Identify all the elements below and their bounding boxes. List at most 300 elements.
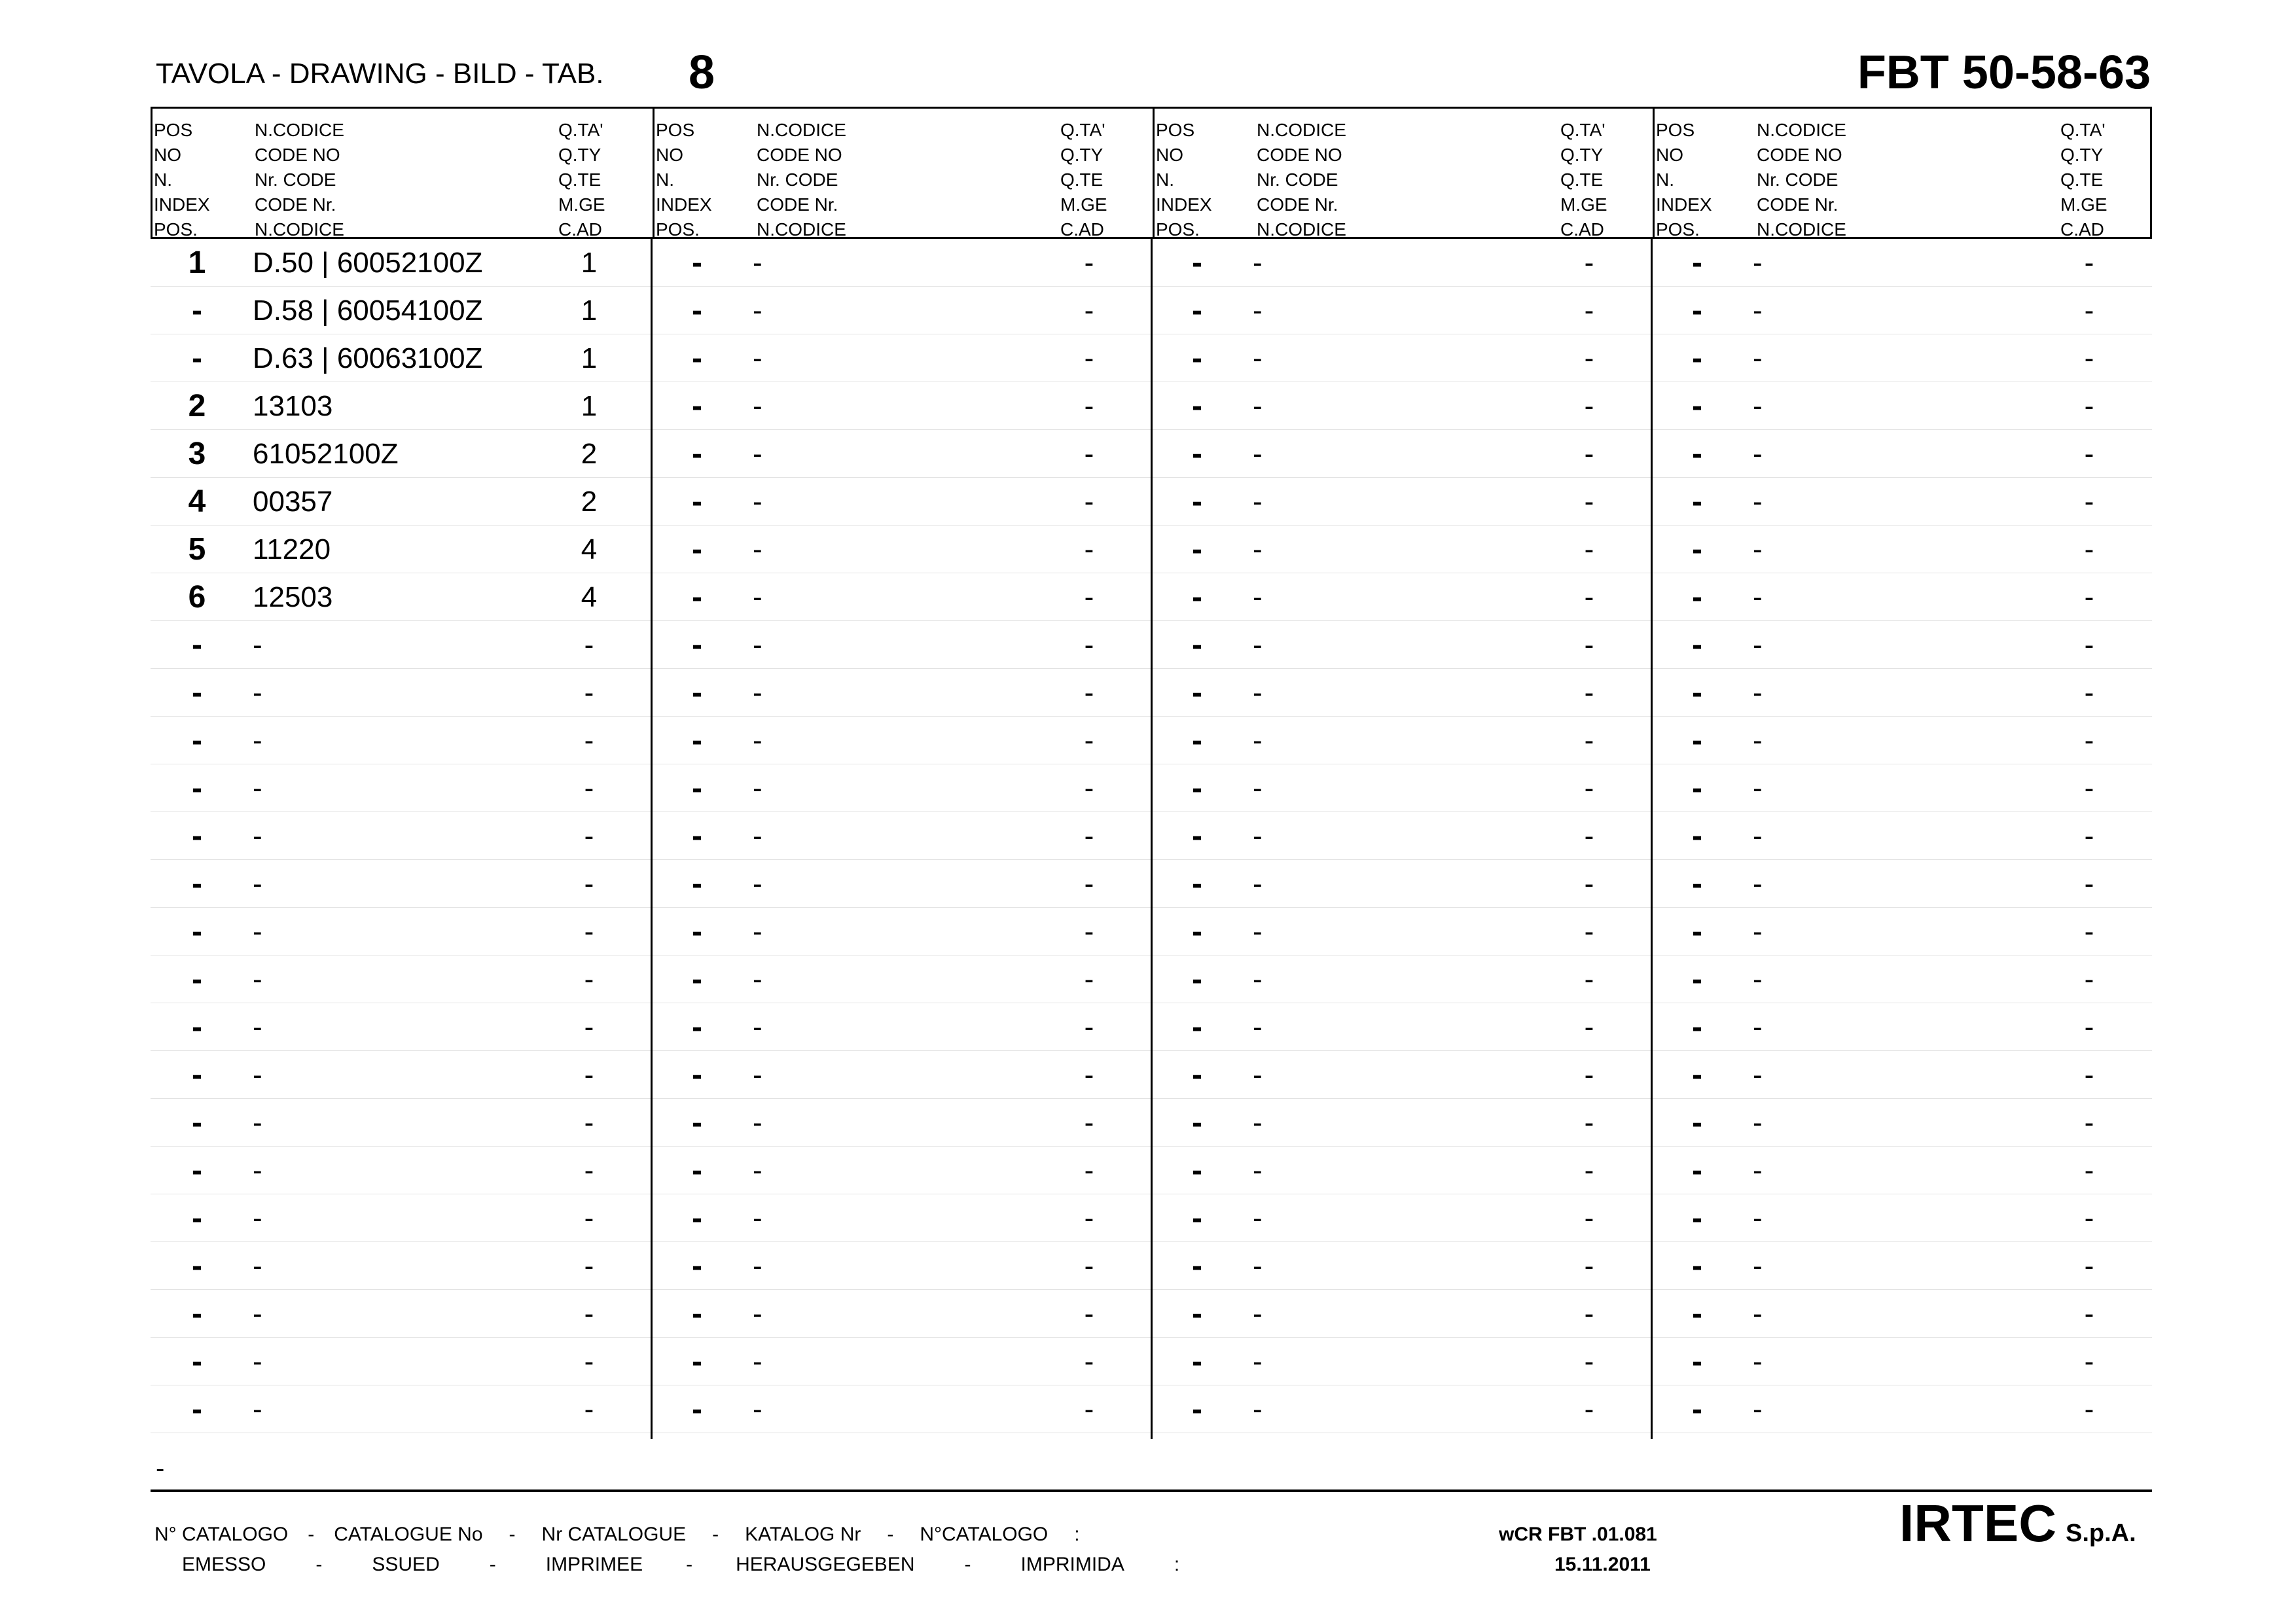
header-column-3	[1153, 109, 1655, 240]
position-cell: -	[692, 1058, 702, 1092]
header-pos-label: POS.	[656, 219, 700, 240]
header-code-label: CODE NO	[255, 145, 340, 165]
position-cell: -	[1192, 675, 1202, 710]
footer-label: N° CATALOGO	[154, 1524, 289, 1545]
code-cell: -	[253, 1059, 262, 1091]
header-qty-label: Q.TY	[558, 145, 601, 165]
quantity-cell: -	[2084, 772, 2094, 804]
code-cell: -	[1253, 1202, 1263, 1234]
quantity-cell: -	[2084, 1250, 2094, 1282]
quantity-cell: -	[1084, 772, 1094, 804]
position-cell: -	[692, 580, 702, 615]
position-cell: -	[1692, 675, 1702, 710]
code-cell: -	[1753, 868, 1763, 900]
position-cell: -	[1692, 484, 1702, 519]
header-qty-label: C.AD	[558, 219, 602, 240]
code-cell: -	[753, 772, 762, 804]
code-cell: -	[1253, 438, 1263, 470]
header-qty-labels	[1060, 118, 1107, 242]
code-cell: -	[1753, 1250, 1763, 1282]
code-cell: -	[1753, 677, 1763, 709]
quantity-cell: -	[1584, 1202, 1594, 1234]
code-cell: -	[1753, 294, 1763, 327]
quantity-cell: -	[1084, 724, 1094, 757]
quantity-cell: -	[2084, 1059, 2094, 1091]
position-cell: -	[692, 1153, 702, 1188]
quantity-cell: -	[2084, 868, 2094, 900]
header-pos-label: N.	[154, 169, 172, 190]
code-cell: -	[1753, 1059, 1763, 1091]
position-cell: 3	[188, 437, 206, 471]
code-cell: -	[1753, 1011, 1763, 1043]
quantity-cell: 1	[581, 247, 598, 279]
position-cell: -	[1192, 819, 1202, 853]
position-cell: -	[1192, 1105, 1202, 1140]
code-cell: -	[1753, 963, 1763, 995]
position-cell: -	[1692, 1296, 1702, 1331]
quantity-cell: 4	[581, 533, 598, 565]
position-cell: -	[1692, 866, 1702, 901]
code-cell: -	[253, 677, 262, 709]
quantity-cell: -	[2084, 438, 2094, 470]
position-cell: -	[692, 245, 702, 280]
code-cell: -	[753, 963, 762, 995]
header-qty-label: Q.TY	[2060, 145, 2104, 165]
header-qty-label: Q.TE	[1060, 169, 1103, 190]
header-pos-labels	[1156, 118, 1212, 242]
position-cell: -	[192, 1392, 202, 1427]
position-cell: 2	[188, 389, 206, 423]
position-cell: -	[692, 1201, 702, 1236]
footer-label: -	[489, 1554, 496, 1575]
column-separator	[1151, 239, 1153, 1439]
quantity-cell: -	[2084, 533, 2094, 565]
code-cell: -	[1753, 1393, 1763, 1425]
parts-table	[151, 239, 2152, 1439]
code-cell: -	[1253, 581, 1263, 613]
code-cell: -	[753, 1059, 762, 1091]
header-code-label: N.CODICE	[757, 120, 846, 140]
header-code-labels	[1257, 118, 1346, 242]
code-cell: -	[1753, 533, 1763, 565]
quantity-cell: -	[1584, 438, 1594, 470]
quantity-cell: -	[1584, 677, 1594, 709]
code-cell: -	[1753, 581, 1763, 613]
quantity-cell: -	[1584, 868, 1594, 900]
code-cell: -	[753, 1154, 762, 1186]
quantity-cell: -	[2084, 963, 2094, 995]
model-title: FBT 50-58-63	[1857, 46, 2151, 99]
position-cell: -	[192, 1344, 202, 1379]
quantity-cell: -	[1084, 1298, 1094, 1330]
company-suffix: S.p.A.	[2066, 1520, 2136, 1547]
quantity-cell: -	[1084, 1059, 1094, 1091]
header-pos-label: POS.	[1656, 219, 1700, 240]
code-cell: -	[253, 963, 262, 995]
position-cell: -	[692, 771, 702, 806]
catalog-number-labels	[154, 1524, 1080, 1546]
code-cell: -	[753, 486, 762, 518]
position-cell: -	[1192, 1392, 1202, 1427]
position-cell: -	[1692, 962, 1702, 997]
position-cell: -	[1692, 341, 1702, 376]
code-cell: 61052100Z	[253, 438, 399, 470]
quantity-cell: -	[2084, 247, 2094, 279]
quantity-cell: -	[1584, 629, 1594, 661]
quantity-cell: -	[1084, 1250, 1094, 1282]
position-cell: -	[1192, 914, 1202, 949]
position-cell: -	[1192, 484, 1202, 519]
header-code-label: N.CODICE	[1757, 219, 1846, 240]
code-cell: 00357	[253, 486, 333, 518]
quantity-cell: -	[1584, 1059, 1594, 1091]
header-qty-label: Q.TY	[1060, 145, 1103, 165]
position-cell: -	[1192, 628, 1202, 662]
header-pos-label: POS.	[154, 219, 198, 240]
footer-label: Nr CATALOGUE	[541, 1524, 687, 1545]
quantity-cell: -	[2084, 820, 2094, 852]
code-cell: -	[753, 247, 762, 279]
header-qty-label: Q.TA'	[558, 120, 603, 140]
position-cell: -	[1192, 1201, 1202, 1236]
position-cell: -	[1192, 1344, 1202, 1379]
position-cell: -	[192, 1249, 202, 1283]
quantity-cell: -	[1084, 1107, 1094, 1139]
position-cell: -	[692, 866, 702, 901]
footer-label: HERAUSGEGEBEN	[736, 1554, 915, 1575]
position-cell: -	[692, 1105, 702, 1140]
position-cell: 4	[188, 484, 206, 519]
quantity-cell: -	[2084, 1107, 2094, 1139]
code-cell: -	[253, 1250, 262, 1282]
code-cell: -	[753, 868, 762, 900]
footer-label: IMPRIMEE	[545, 1554, 643, 1575]
code-cell: -	[253, 629, 262, 661]
quantity-cell: -	[1584, 916, 1594, 948]
position-cell: -	[1692, 580, 1702, 615]
position-cell: -	[192, 293, 202, 328]
footer-label: -	[509, 1524, 516, 1545]
quantity-cell: -	[584, 1107, 594, 1139]
position-cell: -	[1192, 341, 1202, 376]
code-cell: -	[1253, 1059, 1263, 1091]
quantity-cell: -	[584, 1059, 594, 1091]
header-qty-label: Q.TA'	[1060, 120, 1105, 140]
quantity-cell: -	[584, 1346, 594, 1378]
position-cell: -	[692, 914, 702, 949]
table-number: 8	[689, 46, 715, 99]
code-cell: -	[1753, 438, 1763, 470]
code-cell: -	[1253, 677, 1263, 709]
code-cell: -	[253, 772, 262, 804]
header-qty-label: C.AD	[1060, 219, 1104, 240]
quantity-cell: -	[584, 963, 594, 995]
position-cell: -	[1192, 437, 1202, 471]
position-cell: -	[1692, 723, 1702, 758]
code-cell: -	[1753, 724, 1763, 757]
code-cell: -	[1753, 772, 1763, 804]
code-cell: -	[1253, 1154, 1263, 1186]
header-pos-labels	[154, 118, 210, 242]
position-cell: -	[692, 962, 702, 997]
code-cell: -	[753, 1202, 762, 1234]
position-cell: -	[692, 293, 702, 328]
header-qty-labels	[1560, 118, 1607, 242]
quantity-cell: -	[584, 1202, 594, 1234]
footer-label: -	[887, 1524, 894, 1545]
position-cell: -	[1692, 532, 1702, 567]
quantity-cell: -	[1084, 247, 1094, 279]
quantity-cell: -	[584, 916, 594, 948]
position-cell: -	[192, 1296, 202, 1331]
quantity-cell: -	[2084, 1298, 2094, 1330]
header-qty-label: M.GE	[1560, 194, 1607, 215]
quantity-cell: -	[1084, 533, 1094, 565]
code-cell: -	[1253, 1298, 1263, 1330]
quantity-cell: -	[584, 1298, 594, 1330]
quantity-cell: -	[1084, 294, 1094, 327]
code-cell: -	[753, 438, 762, 470]
position-cell: -	[692, 389, 702, 423]
code-cell: -	[753, 916, 762, 948]
header-pos-label: NO	[1156, 145, 1183, 165]
header-qty-label: Q.TE	[2060, 169, 2104, 190]
header-pos-label: N.	[1156, 169, 1174, 190]
header-pos-label: N.	[1656, 169, 1674, 190]
position-cell: -	[692, 1010, 702, 1044]
position-cell: -	[1192, 580, 1202, 615]
footer-label: N°CATALOGO	[920, 1524, 1049, 1545]
quantity-cell: -	[1584, 1393, 1594, 1425]
position-cell: -	[692, 1392, 702, 1427]
header-qty-labels	[558, 118, 605, 242]
position-cell: -	[1692, 628, 1702, 662]
code-cell: -	[253, 1154, 262, 1186]
quantity-cell: -	[584, 1250, 594, 1282]
header-pos-label: NO	[656, 145, 683, 165]
footer-label: :	[1074, 1524, 1080, 1545]
catalog-reference: wCR FBT .01.081	[1499, 1524, 1657, 1545]
code-cell: -	[1753, 916, 1763, 948]
header-qty-label: Q.TE	[1560, 169, 1604, 190]
code-cell: -	[1253, 342, 1263, 374]
quantity-cell: 1	[581, 390, 598, 422]
header-qty-label: M.GE	[2060, 194, 2108, 215]
position-cell: -	[1692, 389, 1702, 423]
code-cell: -	[1253, 820, 1263, 852]
header-pos-label: INDEX	[1156, 194, 1212, 215]
quantity-cell: -	[2084, 1154, 2094, 1186]
code-cell: -	[1253, 294, 1263, 327]
position-cell: -	[1692, 914, 1702, 949]
quantity-cell: -	[1584, 820, 1594, 852]
quantity-cell: -	[1084, 1154, 1094, 1186]
position-cell: -	[1192, 389, 1202, 423]
position-cell: -	[1692, 293, 1702, 328]
position-cell: -	[1192, 293, 1202, 328]
code-cell: -	[253, 916, 262, 948]
code-cell: -	[753, 1107, 762, 1139]
header-qty-label: M.GE	[558, 194, 605, 215]
header-code-label: N.CODICE	[1257, 120, 1346, 140]
header-code-label: N.CODICE	[255, 219, 344, 240]
header-code-label: N.CODICE	[1257, 219, 1346, 240]
quantity-cell: -	[1584, 772, 1594, 804]
quantity-cell: -	[1584, 724, 1594, 757]
position-cell: -	[192, 1105, 202, 1140]
code-cell: -	[753, 677, 762, 709]
code-cell: D.63 | 60063100Z	[253, 342, 483, 374]
code-cell: -	[1753, 486, 1763, 518]
position-cell: -	[1692, 1105, 1702, 1140]
footer-label: SSUED	[372, 1554, 440, 1575]
quantity-cell: -	[2084, 581, 2094, 613]
code-cell: -	[253, 1346, 262, 1378]
column-header-box	[151, 107, 2152, 239]
code-cell: -	[1753, 629, 1763, 661]
quantity-cell: -	[584, 820, 594, 852]
code-cell: -	[1253, 486, 1263, 518]
issued-labels	[182, 1554, 1179, 1576]
quantity-cell: -	[1584, 1107, 1594, 1139]
code-cell: -	[253, 1107, 262, 1139]
footer-label: EMESSO	[182, 1554, 266, 1575]
code-cell: -	[1253, 724, 1263, 757]
header-pos-label: POS	[154, 120, 193, 140]
code-cell: -	[1753, 1202, 1763, 1234]
header-code-label: N.CODICE	[757, 219, 846, 240]
position-cell: -	[192, 962, 202, 997]
quantity-cell: -	[584, 677, 594, 709]
header-pos-label: POS.	[1156, 219, 1200, 240]
quantity-cell: -	[1584, 342, 1594, 374]
position-cell: -	[1692, 245, 1702, 280]
position-cell: -	[192, 675, 202, 710]
position-cell: -	[1692, 437, 1702, 471]
code-cell: -	[1753, 1298, 1763, 1330]
header-pos-label: INDEX	[656, 194, 712, 215]
drawing-title-label: TAVOLA - DRAWING - BILD - TAB.	[156, 58, 604, 90]
quantity-cell: -	[1084, 1011, 1094, 1043]
header-column-4	[1653, 109, 2155, 240]
quantity-cell: -	[1584, 294, 1594, 327]
code-cell: -	[1253, 963, 1263, 995]
quantity-cell: -	[2084, 1393, 2094, 1425]
code-cell: -	[1253, 1011, 1263, 1043]
header-code-labels	[1757, 118, 1846, 242]
quantity-cell: -	[1584, 1011, 1594, 1043]
quantity-cell: -	[2084, 1202, 2094, 1234]
quantity-cell: 1	[581, 294, 598, 327]
quantity-cell: -	[2084, 1011, 2094, 1043]
code-cell: -	[1753, 820, 1763, 852]
position-cell: -	[692, 437, 702, 471]
position-cell: -	[1192, 532, 1202, 567]
position-cell: 1	[188, 245, 206, 280]
footer-divider	[151, 1489, 2152, 1492]
quantity-cell: -	[1084, 1202, 1094, 1234]
code-cell: -	[1753, 1154, 1763, 1186]
issue-date: 15.11.2011	[1554, 1554, 1651, 1575]
quantity-cell: -	[2084, 724, 2094, 757]
code-cell: -	[753, 724, 762, 757]
quantity-cell: -	[1084, 820, 1094, 852]
position-cell: -	[1692, 1058, 1702, 1092]
position-cell: -	[192, 1058, 202, 1092]
footer-note: -	[156, 1454, 165, 1483]
code-cell: -	[1253, 533, 1263, 565]
code-cell: -	[753, 820, 762, 852]
code-cell: -	[1253, 772, 1263, 804]
code-cell: 12503	[253, 581, 333, 613]
code-cell: -	[253, 820, 262, 852]
quantity-cell: -	[2084, 486, 2094, 518]
code-cell: -	[253, 868, 262, 900]
column-separator	[651, 239, 653, 1439]
header-qty-label: Q.TA'	[2060, 120, 2106, 140]
header-code-label: Nr. CODE	[1257, 169, 1338, 190]
quantity-cell: -	[2084, 342, 2094, 374]
position-cell: -	[692, 341, 702, 376]
footer-label: -	[686, 1554, 693, 1575]
header-pos-label: POS	[1656, 120, 1695, 140]
column-separator	[1651, 239, 1653, 1439]
company-logo	[1899, 1493, 2136, 1554]
quantity-cell: -	[584, 1154, 594, 1186]
position-cell: -	[192, 723, 202, 758]
quantity-cell: 4	[581, 581, 598, 613]
footer-label: -	[712, 1524, 719, 1545]
position-cell: -	[692, 723, 702, 758]
header-qty-label: C.AD	[2060, 219, 2104, 240]
position-cell: 6	[188, 580, 206, 615]
header-pos-label: NO	[1656, 145, 1683, 165]
code-cell: -	[1253, 390, 1263, 422]
quantity-cell: -	[1584, 1250, 1594, 1282]
position-cell: -	[1692, 819, 1702, 853]
code-cell: -	[1753, 1107, 1763, 1139]
header-pos-label: INDEX	[1656, 194, 1712, 215]
quantity-cell: -	[1584, 247, 1594, 279]
header-pos-label: POS	[1156, 120, 1195, 140]
header-code-labels	[255, 118, 344, 242]
code-cell: -	[753, 1250, 762, 1282]
header-pos-labels	[1656, 118, 1712, 242]
footer-label: :	[1174, 1554, 1180, 1575]
header-code-label: CODE Nr.	[1757, 194, 1839, 215]
position-cell: -	[692, 675, 702, 710]
header-code-label: Nr. CODE	[757, 169, 838, 190]
header-code-label: CODE Nr.	[757, 194, 838, 215]
code-cell: -	[1253, 868, 1263, 900]
code-cell: -	[253, 1202, 262, 1234]
code-cell: -	[753, 629, 762, 661]
position-cell: -	[1692, 771, 1702, 806]
position-cell: -	[1692, 1392, 1702, 1427]
quantity-cell: -	[584, 629, 594, 661]
position-cell: -	[1692, 1249, 1702, 1283]
position-cell: -	[692, 1344, 702, 1379]
code-cell: D.58 | 60054100Z	[253, 294, 483, 327]
position-cell: -	[1692, 1153, 1702, 1188]
code-cell: -	[1753, 390, 1763, 422]
quantity-cell: -	[1584, 1346, 1594, 1378]
header-qty-label: M.GE	[1060, 194, 1107, 215]
position-cell: -	[692, 1249, 702, 1283]
position-cell: -	[692, 628, 702, 662]
code-cell: -	[1753, 247, 1763, 279]
quantity-cell: -	[1084, 916, 1094, 948]
